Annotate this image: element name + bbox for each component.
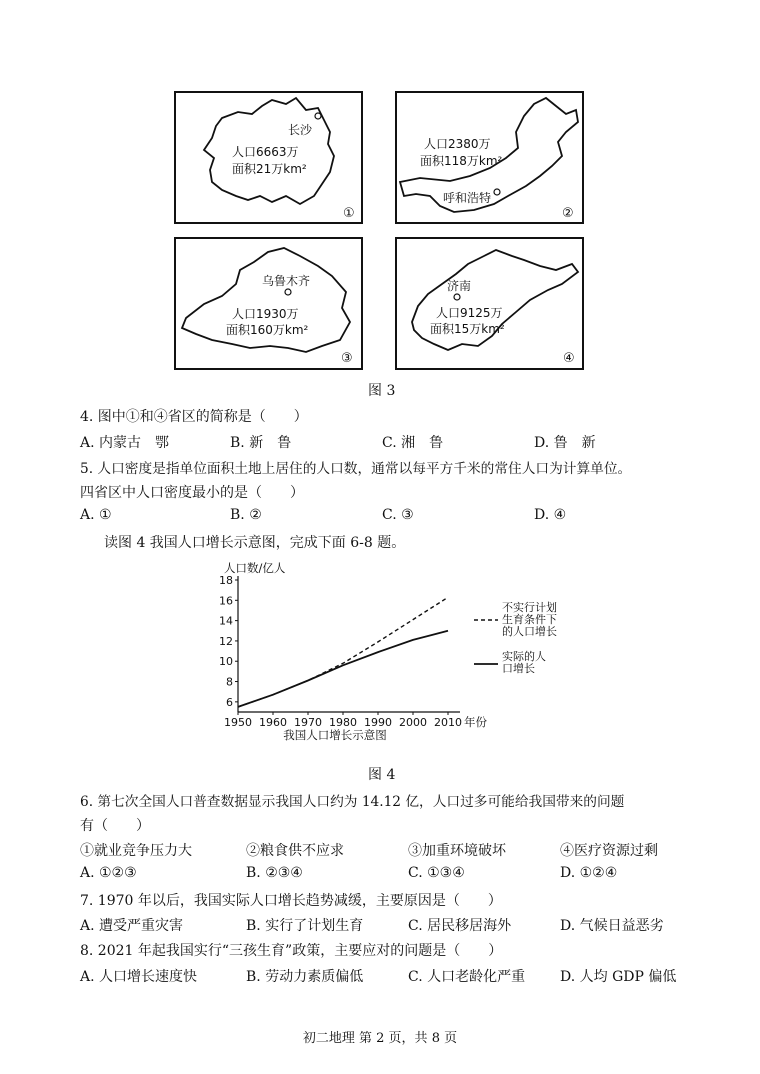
q6-item-3: ③加重环境破坏: [408, 843, 506, 859]
map4-area: 面积15万km²: [430, 322, 505, 336]
map3-number: ③: [341, 351, 353, 366]
x-tick-label: 1970: [294, 716, 322, 729]
y-tick-label: 18: [219, 574, 233, 587]
chart-svg: [218, 560, 557, 742]
population-growth-chart: [218, 560, 557, 742]
x-tick-label: 1960: [259, 716, 287, 729]
map1-number: ①: [343, 206, 355, 221]
q5-option-c[interactable]: C. ③: [382, 507, 414, 523]
y-tick-label: 10: [219, 655, 233, 669]
series-line-no-family-planning: [238, 597, 448, 707]
q7-option-a[interactable]: A. 遭受严重灾害: [80, 918, 184, 934]
changsha-dot: [315, 113, 321, 119]
map3-population: 人口1930万: [232, 307, 299, 321]
map1-area: 面积21万km²: [232, 162, 307, 176]
y-tick-label: 6: [226, 695, 233, 709]
q8-option-c[interactable]: C. 人口老龄化严重: [408, 969, 526, 985]
q6-item-2: ②粮食供不应求: [246, 843, 344, 859]
q6-option-b[interactable]: B. ②③④: [246, 865, 303, 881]
q6-option-c[interactable]: C. ①③④: [408, 865, 465, 881]
q6-item-4: ④医疗资源过剩: [560, 843, 658, 859]
map4-city-label: 济南: [447, 279, 472, 293]
q7-option-d[interactable]: D. 气候日益恶劣: [560, 918, 664, 934]
question-6-stem-line-1: 6. 第七次全国人口普查数据显示我国人口约为 14.12 亿，人口过多可能给我国带来的问题: [80, 794, 625, 810]
y-tick-label: 12: [219, 634, 233, 648]
q4-option-c[interactable]: C. 湘 鲁: [382, 435, 444, 451]
legend-label-no-family-planning: 不实行计划: [502, 601, 557, 614]
urumqi-dot: [285, 289, 291, 295]
map2-population: 人口2380万: [424, 137, 491, 151]
question-8-stem: 8. 2021 年起我国实行“三孩生育”政策，主要应对的问题是（ ）: [80, 943, 503, 959]
page-footer: 初二地理 第 2 页，共 8 页: [302, 1031, 458, 1046]
figure-3-maps: [0, 0, 760, 380]
map3-city-label: 乌鲁木齐: [262, 274, 311, 288]
x-tick-label: 2000: [399, 716, 427, 729]
jinan-dot: [454, 294, 460, 300]
x-tick-label: 1980: [329, 716, 357, 729]
legend-label-no-family-planning: 的人口增长: [502, 625, 557, 638]
figure-4-caption: 图 4: [368, 767, 396, 783]
map1-city-label: 长沙: [288, 123, 313, 137]
map1-population: 人口6663万: [232, 145, 299, 159]
y-tick-label: 14: [219, 614, 233, 628]
x-tick-label: 2010: [434, 716, 462, 729]
map2-area: 面积118万km²: [420, 154, 503, 168]
q8-option-d[interactable]: D. 人均 GDP 偏低: [560, 969, 677, 985]
question-4-stem: 4. 图中①和④省区的简称是（ ）: [80, 409, 308, 425]
q4-option-b[interactable]: B. 新 鲁: [230, 435, 292, 451]
q4-option-a[interactable]: A. 内蒙古 鄂: [80, 435, 170, 451]
legend-label-actual: 实际的人: [502, 650, 546, 663]
q6-item-1: ①就业竞争压力大: [80, 843, 192, 859]
map-frame-4: [396, 238, 583, 369]
question-7-stem: 7. 1970 年以后，我国实际人口增长趋势减缓，主要原因是（ ）: [80, 893, 502, 909]
legend-label-actual: 口增长: [502, 662, 535, 675]
map4-number: ④: [563, 351, 575, 366]
question-6-stem-line-2: 有（ ）: [80, 818, 150, 834]
q8-option-a[interactable]: A. 人口增长速度快: [80, 969, 198, 985]
question-5-stem-line-2: 四省区中人口密度最小的是（ ）: [80, 485, 304, 501]
series-line-actual: [238, 631, 448, 707]
chart-title: 我国人口增长示意图: [283, 728, 387, 742]
map2-city-label: 呼和浩特: [443, 191, 492, 205]
legend-label-no-family-planning: 生育条件下: [502, 613, 557, 626]
q6-option-d[interactable]: D. ①②④: [560, 865, 618, 881]
q5-option-b[interactable]: B. ②: [230, 507, 262, 523]
q4-option-d[interactable]: D. 鲁 新: [534, 435, 596, 451]
y-axis-label: 人口数/亿人: [224, 561, 286, 575]
q7-option-b[interactable]: B. 实行了计划生育: [246, 918, 364, 934]
map3-area: 面积160万km²: [226, 323, 309, 337]
map4-population: 人口9125万: [436, 306, 503, 320]
province-maps-drawing: [0, 0, 760, 380]
question-5-stem-line-1: 5. 人口密度是指单位面积土地上居住的人口数，通常以每平方千米的常住人口为计算单位。: [80, 461, 632, 477]
hohhot-dot: [494, 189, 500, 195]
figure-3-caption: 图 3: [368, 383, 396, 399]
figure-4-intro: 读图 4 我国人口增长示意图，完成下面 6-8 题。: [104, 535, 406, 551]
map2-number: ②: [562, 206, 574, 221]
q8-option-b[interactable]: B. 劳动力素质偏低: [246, 969, 364, 985]
q7-option-c[interactable]: C. 居民移居海外: [408, 918, 512, 934]
y-tick-label: 8: [226, 675, 233, 689]
y-tick-label: 16: [219, 594, 233, 608]
x-tick-label: 1950: [224, 716, 252, 729]
q5-option-a[interactable]: A. ①: [80, 507, 112, 523]
q6-option-a[interactable]: A. ①②③: [80, 865, 137, 881]
x-axis-label: 年份: [464, 715, 487, 729]
q5-option-d[interactable]: D. ④: [534, 507, 567, 523]
x-tick-label: 1990: [364, 716, 392, 729]
map-frame-3: [175, 238, 362, 369]
